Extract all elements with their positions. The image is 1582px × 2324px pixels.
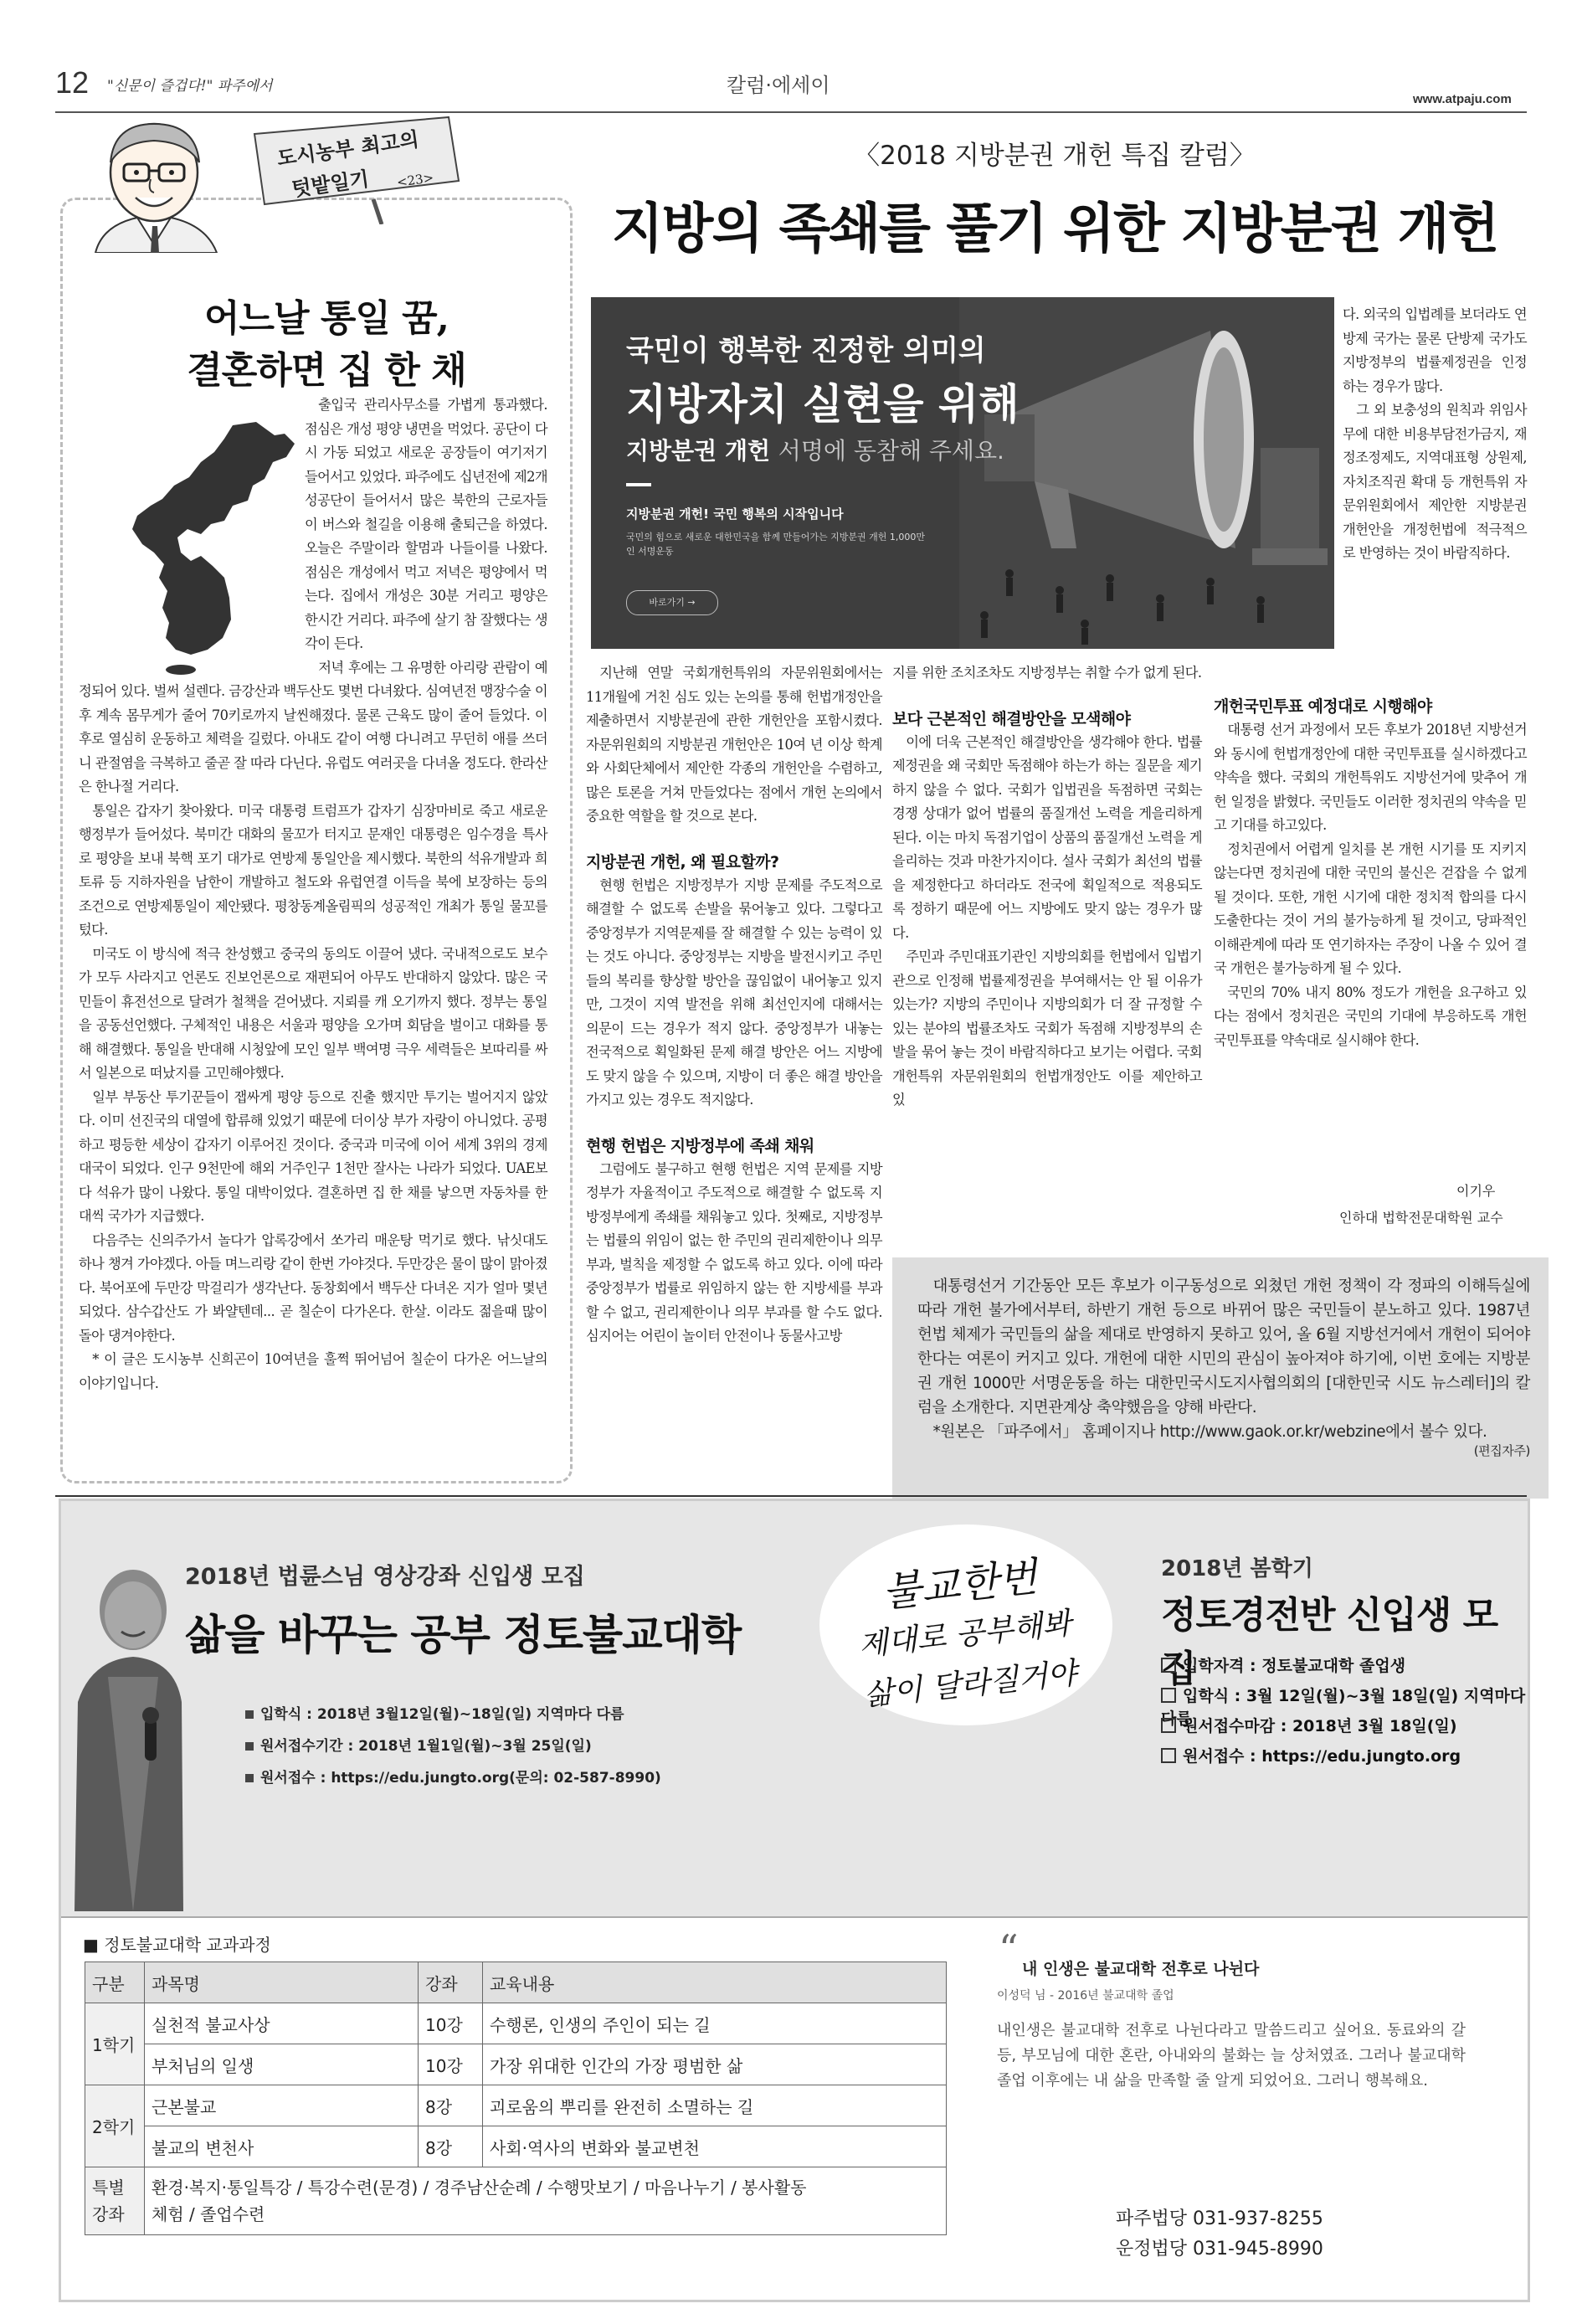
special-label-line: 특별 <box>92 2177 125 2198</box>
checkbox-icon <box>1161 1748 1176 1763</box>
table-cell: 1학기 <box>85 2003 145 2085</box>
paragraph: 통일은 갑자기 찾아왔다. 미국 대통령 트럼프가 갑자기 심장마비로 죽고 새로운 행정부가 들어섰다. 북미간 대화의 물꼬가 터지고 문재인 대통령은 임수경을 특사로 평양을 보내 북핵 포기 대가로 연방제 통일안을 제시했다. 북한의 석유개발과 희토류 등 지하자원을 남한이 개발하고 철도와 유럽연결 이득을 북에 보장하는 등의 조건으로 연방제통일이 제안됐다. 평창동계올림픽의 성공적인 개최가 통일 물꼬를 텄다. <box>79 802 547 938</box>
ad-right-headline: 정토경전반 신입생 모집 <box>1161 1594 1498 1690</box>
contact-phone: 운정법당 031-945-8990 <box>1116 2239 1323 2260</box>
feature-column-4 <box>1343 303 1527 566</box>
banner-shortcut-button[interactable]: 바로가기 → <box>626 590 718 615</box>
ad-kicker: 2018년 법륜스님 영상강좌 신입생 모집 <box>185 1564 585 1590</box>
paragraph: 그럼에도 불구하고 현행 헌법은 지역 문제를 지방정부가 자율적이고 주도적으로 해결할 수 없도록 지방정부에게 족쇄를 채워놓고 있다. 첫째로, 지방정부는 법률의 위임이 없는 한 주민의 권리제한이나 의무부과, 벌칙을 제정할 수 없도록 하고 있다. 이에 따라 중앙정부가 법률로 위임하지 않는 한 지방세를 부과할 수 없고, 권리제한이나 의무 부과를 할 수도 없다. 심지어는 어린이 놀이터 안전이나 동물사고방 <box>586 1160 882 1344</box>
table-row <box>85 2167 947 2235</box>
editor-note-box <box>892 1257 1549 1499</box>
series-title-line2: 텃밭일기 <box>290 167 371 202</box>
table-cell: 2학기 <box>85 2085 145 2167</box>
subheading: 현행 헌법은 지방정부에 족쇄 채워 <box>586 1136 814 1155</box>
table-cell: 사회·역사의 변화와 불교변천 <box>483 2126 947 2167</box>
testimonial-body: 내인생은 불교대학 전후로 나뉜다라고 말씀드리고 싶어요. 동료와의 갈등, 부모님에 대한 혼란, 아내와의 불화는 늘 상처였죠. 그러나 불교대학 졸업 이후에는 내 삶을 만족할 줄 알게 되었어요. 그러니 행복해요. <box>997 2022 1466 2090</box>
column-header: 강좌 <box>419 1962 483 2003</box>
paragraph: 다음주는 신의주가서 놀다가 압록강에서 쏘가리 매운탕 먹기로 했다. 낚싯대도 하나 챙겨 가야겠다. 아들 며느리랑 같이 한번 가야것다. 두만강은 물이 많이 맑아졌다. 북어포에 두만강 막걸리가 생각난다. 동창회에서 백두산 다녀온 지가 얼마 몇년 되었다. 삼수갑산도 가 봐얄텐데... 곧 칠순이 다가온다. 한살. 이라도 젊을때 많이 돌아 댕겨야한다. <box>79 1231 547 1344</box>
paragraph: 그 외 보충성의 원칙과 위임사무에 대한 비용부담전가금지, 재정조정제도, 지역대표형 상원제, 자치조직권 확대 등 개헌특위 자문위원회에서 제안한 지방분권 개헌안을 개정헌법에 적극적으로 반영하는 것이 바람직하다. <box>1343 402 1527 561</box>
table-row <box>85 2085 947 2126</box>
paragraph: 출입국 관리사무소를 가볍게 통과했다. 점심은 개성 평양 냉면을 먹었다. 공단이 다시 가동 되었고 새로운 공장들이 여기저기 들어서고 있었다. 파주에도 십년전에 제2개성공단이 들어서서 많은 북한의 근로자들이 버스와 철길을 이용해 출퇴근을 하였다. 오늘은 주말이라 할멈과 나들이를 나왔다. 점심은 개성에서 먹고 저녁은 평양에서 먹는다. 집에서 개성은 30분 거리고 평양은 한시간 거리다. 파주에 살기 참 잘했다는 생각이 든다. <box>305 397 547 651</box>
ad-info-item <box>245 1766 661 1787</box>
ad-info-text: 입학식 : 2018년 3월12일(월)~18일(일) 지역마다 다름 <box>260 1706 624 1723</box>
table-cell: 10강 <box>419 2044 483 2085</box>
table-cell <box>145 2167 947 2235</box>
ad-headline: 삶을 바꾸는 공부 정토불교대학 <box>185 1611 742 1659</box>
table-cell: 실천적 불교사상 <box>145 2003 419 2044</box>
paragraph: 대통령 선거 과정에서 모든 후보가 2018년 지방선거와 동시에 헌법개정안에 대한 국민투표를 실시하겠다고 약속을 했다. 국회의 개헌특위도 지방선거에 맞추어 개헌 일정을 밝혔다. 국민들도 이러한 정치권의 약속을 믿고 기대를 하고있다. <box>1214 722 1527 833</box>
campaign-banner <box>591 297 1334 649</box>
checkbox-icon <box>1161 1658 1176 1673</box>
table-row <box>85 2126 947 2167</box>
series-title-line1: 도시농부 최고의 <box>275 127 421 171</box>
calligraphy-text <box>832 1547 1097 1723</box>
bullet-icon <box>245 1774 254 1782</box>
subheading: 보다 근본적인 해결방안을 모색해야 <box>892 709 1131 728</box>
ad-info-item <box>245 1734 592 1755</box>
column-title <box>100 293 552 397</box>
table-header-row <box>85 1962 947 2003</box>
feature-kicker: 〈2018 지방분권 개헌 특집 칼럼〉 <box>854 141 1256 171</box>
table-cell <box>85 2167 145 2235</box>
section-label: 칼럼·에세이 <box>727 74 830 97</box>
editor-note-signature: (편집자주) <box>1473 1443 1530 1458</box>
column-header: 교육내용 <box>483 1962 947 2003</box>
editor-note-text: 대통령선거 기간동안 모든 후보가 이구동성으로 외쳤던 개헌 정책이 각 정파의 이해득실에 따라 개헌 불가에서부터, 하반기 개헌 등으로 바뀌어 많은 국민들이 분노하고 있다. 1987년 헌법 체제가 국민들의 삶을 제대로 반영하지 못하고 있어, 올 6월 지방선거에서 개헌이 되어야 한다는 여론이 커지고 있다. 개헌에 대한 시민의 관심이 높아져야 하기에, 이번 호에는 지방분권 개헌 1000만 서명운동을 하는 대한민국시도지사협의회의 [대한민국 시도 뉴스레터]의 칼럼을 소개한다. 지면관계상 축약했음을 양해 바란다. <box>917 1278 1530 1417</box>
testimonial-author: 이성덕 님 - 2016년 불교대학 졸업 <box>997 1989 1174 2003</box>
table-row <box>85 2044 947 2085</box>
feature-title: 지방의 족쇄를 풀기 위한 지방분권 개헌 <box>611 198 1498 260</box>
feature-column-1 <box>586 661 882 1349</box>
table-cell: 수행론, 인생의 주인이 되는 길 <box>483 2003 947 2044</box>
paragraph: 주민과 주민대표기관인 지방의회를 헌법에서 입법기관으로 인정해 법률제정권을 부여해서는 안 될 이유가 있는가? 지방의 주민이나 지방의회가 더 잘 규정할 수 있는 분야의 법률조차도 국회가 독점해 지방정부의 손발을 묶어 놓는 것이 바람직하다고 보기는 어렵다. 국회 개헌특위 자문위원회의 헌법개정안도 이를 제안하고 있 <box>892 949 1202 1108</box>
paragraph: 미국도 이 방식에 적극 찬성했고 중국의 동의도 이끌어 냈다. 국내적으로도 보수가 모두 사라지고 언론도 진보언론으로 재편되어 아무도 반대하지 않았다. 많은 국민들이 휴전선으로 달려가 철책을 걷어냈다. 지뢰를 캐 오기까지 했다. 정부는 통일을 공동선언했다. 구체적인 내용은 서울과 평양을 오가며 회담을 벌이고 대화를 통해 해결했다. 통일을 반대해 시청앞에 모인 일부 백여명 극우 세력들은 보따리를 싸서 일본으로 떠났지를 고민해야했다. <box>79 945 547 1081</box>
paragraph: 정치권에서 어렵게 일치를 본 개헌 시기를 또 지키지않는다면 정치권에 대한 국민의 불신은 걷잡을 수 없게 될 것이다. 또한, 개헌 시기에 대한 정치적 합의를 다시 도출한다는 것이 거의 불가능하게 될 것이고, 당파적인 이해관계에 따라 또 연기하자는 주장이 나올 수 있어 결국 개헌은 불가능하게 될 수 있다. <box>1214 841 1527 976</box>
header-divider <box>55 111 1527 113</box>
special-content-line: 체험 / 졸업수련 <box>152 2204 265 2224</box>
banner-caption: 국민의 힘으로 새로운 대한민국을 함께 만들어가는 지방분권 개헌 1,000만인 서명운동 <box>626 532 925 557</box>
paragraph: 지난해 연말 국회개헌특위의 자문위원회에서는 11개월에 거친 심도 있는 논의를 통해 헌법개정안을 제출하면서 지방분권에 관한 개헌안을 포함시켰다. 자문위원회의 지방분권 개헌안은 10여 년 이상 학계와 사회단체에서 제안한 각종의 개헌안을 수렴하고, 많은 토론을 거쳐 만들었다는 점에서 개헌 논의에서 중요한 역할을 할 것으로 본다. <box>586 665 882 824</box>
bullet-icon <box>245 1710 254 1719</box>
series-number: <23> <box>395 170 435 190</box>
ad-right-info-item <box>1161 1744 1461 1766</box>
calligraphy-line: 불교한번 <box>880 1553 1040 1617</box>
banner-headline-emphasis: 지방분권 개헌 <box>626 437 771 465</box>
column-title-line2: 결혼하면 집 한 채 <box>187 349 466 392</box>
ad-info-text: 원서접수기간 : 2018년 1월1일(월)~3월 25일(일) <box>260 1738 592 1755</box>
monk-photo-icon <box>74 1560 183 1911</box>
table-cell: 가장 위대한 인간의 가장 평범한 삶 <box>483 2044 947 2085</box>
ad-right-info-text: 원서접수마감 : 2018년 3월 18일(일) <box>1183 1717 1457 1735</box>
paragraph: 이에 더욱 근본적인 해결방안을 생각해야 한다. 법률제정권을 왜 국회만 독점해야 하는가 하는 질문을 제기하지 않을 수 없다. 국회가 입법권을 독점하면 국회는 경쟁 상대가 없어 법률의 품질개선 노력을 게을리하게 된다. 이는 마치 독점기업이 상품의 품질개선 노력을 게을리하는 것과 마찬가지이다. 설사 국회가 최선의 법률을 제정한다고 하더라도 전국에 획일적으로 적용되도록 정하기 때문에 어느 지방에도 맞지 않는 경우가 많다. <box>892 733 1202 941</box>
bullet-icon <box>245 1742 254 1751</box>
table-cell: 근본불교 <box>145 2085 419 2126</box>
megaphone-illustration-icon <box>959 297 1334 649</box>
table-cell: 8강 <box>419 2085 483 2126</box>
ad-info-item <box>245 1702 624 1723</box>
ad-right-info-text: 원서접수 : https://edu.jungto.org <box>1183 1747 1461 1766</box>
column-title-line1: 어느날 통일 꿈, <box>204 297 449 340</box>
newspaper-logo: "신문이 즐겁다!" 파주에서 <box>107 78 273 95</box>
table-cell: 8강 <box>419 2126 483 2167</box>
banner-divider <box>626 483 651 486</box>
feature-column-3 <box>1214 661 1527 1052</box>
website-link[interactable]: www.atpaju.com <box>1413 92 1512 106</box>
ad-right-info-text: 입학자격 : 정토불교대학 졸업생 <box>1183 1657 1406 1675</box>
checkbox-icon <box>1161 1688 1176 1703</box>
footnote: * 이 글은 도시농부 신희곤이 10여년을 훌쩍 뛰어넘어 칠순이 다가온 어느날의 이야기입니다. <box>79 1351 547 1391</box>
table-cell: 10강 <box>419 2003 483 2044</box>
author-affiliation: 인하대 법학전문대학원 교수 <box>1339 1210 1503 1226</box>
editor-note-source: *원본은 「파주에서」 홈페이지나 http://www.gaok.or.kr/webzine에서 볼수 있다. <box>932 1423 1487 1441</box>
ad-right-info-item <box>1161 1653 1405 1676</box>
special-label-line: 강좌 <box>92 2204 125 2224</box>
curriculum-title: ■ 정토불교대학 교과과정 <box>83 1935 271 1955</box>
table-cell: 불교의 변천사 <box>145 2126 419 2167</box>
columnist-caricature-icon <box>70 119 246 253</box>
banner-headline-line3 <box>626 433 1004 466</box>
banner-headline-rest: 서명에 동참해 주세요. <box>778 437 1004 465</box>
column-header: 과목명 <box>145 1962 419 2003</box>
paragraph: 지를 위한 조치조차도 지방정부는 취할 수가 없게 된다. <box>892 665 1202 681</box>
ad-right-info-item <box>1161 1714 1457 1736</box>
paragraph: 현행 헌법은 지방정부가 지방 문제를 주도적으로 해결할 수 없도록 손발을 묶어놓고 있다. 그렇다고 중앙정부가 지역문제를 잘 해결할 수 있는 능력이 있는 것도 아니다. 중앙정부는 지방을 발전시키고 주민들의 복리를 향상할 방안을 끊임없이 내어놓고 있지만, 그것이 지역 발전을 위해 최선인지에 대해서는 의문이 드는 경우가 적지 않다. 중앙정부가 내놓는 전국적으로 획일화된 문제 해결 방안은 어느 지방에도 맞지 않을 수 있으며, 지방이 더 좋은 해결 방안을 가지고 있는 경우도 적지않다. <box>586 877 882 1108</box>
column-header: 구분 <box>85 1962 145 2003</box>
author-name: 이기우 <box>1456 1183 1496 1199</box>
advertisement <box>59 1499 1530 2302</box>
calligraphy-line: 제대로 공부해봐 <box>857 1606 1073 1663</box>
banner-subtitle: 지방분권 개헌! 국민 행복의 시작입니다 <box>626 506 844 522</box>
table-cell: 괴로움의 뿌리를 완전히 소멸하는 길 <box>483 2085 947 2126</box>
special-content-line: 환경·복지·통일특강 / 특강수련(문경) / 경주남산순례 / 수행맛보기 / 마음나누기 / 봉사활동 <box>152 2177 807 2198</box>
checkbox-icon <box>1161 1718 1176 1733</box>
calligraphy-line: 삶이 달라질거야 <box>862 1656 1079 1713</box>
table-row <box>85 2003 947 2044</box>
subheading: 지방분권 개헌, 왜 필요할까? <box>586 852 779 872</box>
banner-headline-line2: 지방자치 실현을 위해 <box>626 380 1020 429</box>
page-number: 12 <box>55 65 90 100</box>
subheading: 개헌국민투표 예정대로 시행해야 <box>1214 697 1432 716</box>
ad-info-text: 원서접수 : https://edu.jungto.org(문의: 02-587-8990) <box>260 1770 661 1787</box>
paragraph: 국민의 70% 내지 80% 정도가 개헌을 요구하고 있다는 점에서 정치권은 국민의 기대에 부응하도록 개헌 국민투표를 약속대로 실시해야 한다. <box>1214 984 1527 1048</box>
ad-right-info-text: 입학식 : 3월 12일(월)~3월 18일(일) 지역마다 다름 <box>1161 1687 1526 1728</box>
curriculum-table <box>85 1962 947 2235</box>
quote-icon: “ <box>999 1926 1019 1972</box>
feature-column-2 <box>892 661 1202 1113</box>
paragraph: 저녁 후에는 그 유명한 아리랑 관람이 예정되어 있다. 벌써 설렌다. 금강산과 백두산도 몇번 다녀왔다. 심여년전 맹장수술 이후 계속 몸무게가 줄어 70키로까지 날씬해졌다. 물론 근육도 많이 줄어 들었다. 이후로 열심히 운동하고 체력을 길렀다. 아내도 같이 여행 다니려고 무던히 애를 쓰더니 관절염을 극복하고 줄곧 잘 따라 다닌다. 유럽도 여러곳을 다녀올 정도다. 한라산은 한나절 거리다. <box>79 659 547 794</box>
ad-divider <box>61 1916 1528 1918</box>
section-divider <box>55 1495 1527 1497</box>
ad-right-kicker: 2018년 봄학기 <box>1161 1556 1313 1581</box>
paragraph: 다. 외국의 입법례를 보더라도 연방제 국가는 물론 단방제 국가도 지방정부의 법률제정권을 인정하는 경우가 많다. <box>1343 306 1527 394</box>
series-sign <box>248 116 465 224</box>
korea-map-icon <box>107 419 316 678</box>
contact-phone: 파주법당 031-937-8255 <box>1116 2208 1323 2229</box>
paragraph: 일부 부동산 투기꾼들이 잽싸게 평양 등으로 진출 했지만 투기는 벌어지지 않았다. 이미 선진국의 대열에 합류해 있었기 때문에 더이상 부가 자랑이 아니었다. 공평하고 평등한 세상이 갑자기 이루어진 것이다. 중국과 미국에 이어 세계 3위의 경제 대국이 되었다. 인구 9천만에 해외 거주인구 1천만 잘사는 나라가 되었다. UAE보다 석유가 많이 나왔다. 통일 대박이었다. 결혼하면 집 한 채를 낳으면 자동차를 한 대씩 국가가 지급했다. <box>79 1088 547 1224</box>
table-cell: 부처님의 일생 <box>145 2044 419 2085</box>
testimonial-title: 내 인생은 불교대학 전후로 나뉜다 <box>1022 1960 1260 1978</box>
banner-headline-line1: 국민이 행복한 진정한 의미의 <box>626 334 986 368</box>
